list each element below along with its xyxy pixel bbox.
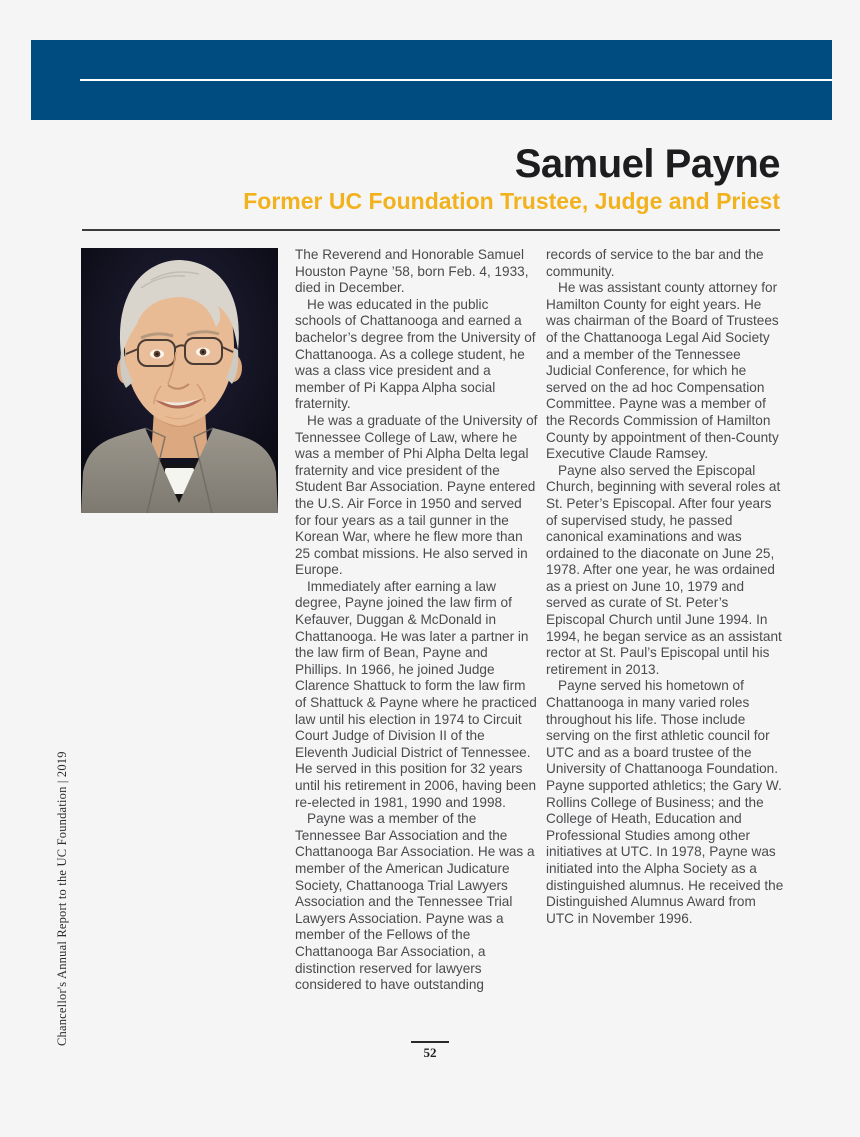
header-band-rule [80, 79, 832, 81]
paragraph: Immediately after earning a law degree, Payne joined the law firm of Kefauver, Duggan & McDonald in Chattanooga. He was later a partner in the law firm of Bean, Payne and Phillips. In 1966, he joined Judge Clarence Shattuck to form the law firm of Shattuck & Payne where he practiced law until his election in 1974 to Circuit Court Judge of Division II of the Eleventh Judicial District of Tennessee. He served in this position for 32 years until his retirement in 2006, having been re-elected in 1981, 1990 and 1998. [295, 578, 537, 810]
page-subtitle: Former UC Foundation Trustee, Judge and Priest [243, 188, 780, 214]
paragraph: He was assistant county attorney for Hamilton County for eight years. He was chairman of the Board of Trustees of the Chattanooga Legal Aid Society and a member of the Tennessee Judicial Conference, for which he served on the ad hoc Compensation Committee. Payne was a member of the Records Commission of Hamilton County by appointment of then-County Executive Claude Ramsey. [546, 280, 779, 462]
header-band [31, 40, 832, 120]
paragraph: He was a graduate of the University of Tennessee College of Law, where he was a member of Phi Alpha Delta legal fraternity and vice president of the Student Bar Association. Payne entered the U.S. Air Force in 1950 and served for four years as a tail gunner in the Korean War, where he flew more than 25 combat missions. He also served in Europe. [295, 412, 538, 578]
title-divider-rule [82, 229, 780, 231]
portrait-photo [81, 248, 278, 513]
text-column-2 [546, 247, 784, 927]
paragraph: Payne also served the Episcopal Church, beginning with several roles at St. Peter’s Episcopal. After four years of supervised study, he passed canonical examinations and was ordained to the diaconate on June 25, 1978. After one year, he was ordained as a priest on June 10, 1979 and served as curate of St. Peter’s Episcopal Church until June 1994. In 1994, he began service as an assistant rector at St. Paul’s Episcopal until his retirement in 2013. [546, 462, 782, 677]
footer-rule [411, 1041, 449, 1043]
paragraph: Payne was a member of the Tennessee Bar Association and the Chattanooga Bar Association. He was a member of the American Judicature Society, Chattanooga Trial Lawyers Association and the Tennessee Trial Lawyers Association. Payne was a member of the Fellows of the Chattanooga Bar Association, a distinction reserved for lawyers considered to have outstanding [295, 811, 535, 993]
portrait-photo-image [81, 248, 278, 513]
text-column-1 [295, 247, 538, 994]
paragraph: Payne served his hometown of Chattanooga in many varied roles throughout his life. Those include serving on the first athletic council for UTC and as a board trustee of the University of Chattanooga Foundation. Payne supported athletics; the Gary W. Rollins College of Business; and the College of Heath, Education and Professional Studies among other initiatives at UTC. In 1978, Payne was initiated into the Alpha Society as a distinguished alumnus. He received the Distinguished Alumnus Award from UTC in November 1996. [546, 678, 784, 926]
paragraph: records of service to the bar and the community. [546, 247, 764, 279]
page-footer [400, 1041, 460, 1061]
paragraph: The Reverend and Honorable Samuel Houston Payne ’58, born Feb. 4, 1933, died in December. [295, 247, 529, 296]
paragraph: He was educated in the public schools of Chattanooga and earned a bachelor’s degree from the University of Chattanooga. As a college student, he was a class vice president and a member of Pi Kappa Alpha social fraternity. [295, 296, 536, 412]
page-title: Samuel Payne [514, 142, 780, 186]
sidebar-vertical-text: Chancellor's Annual Report to the UC Foundation | 2019 [55, 751, 69, 1046]
page-number: 52 [423, 1045, 437, 1060]
